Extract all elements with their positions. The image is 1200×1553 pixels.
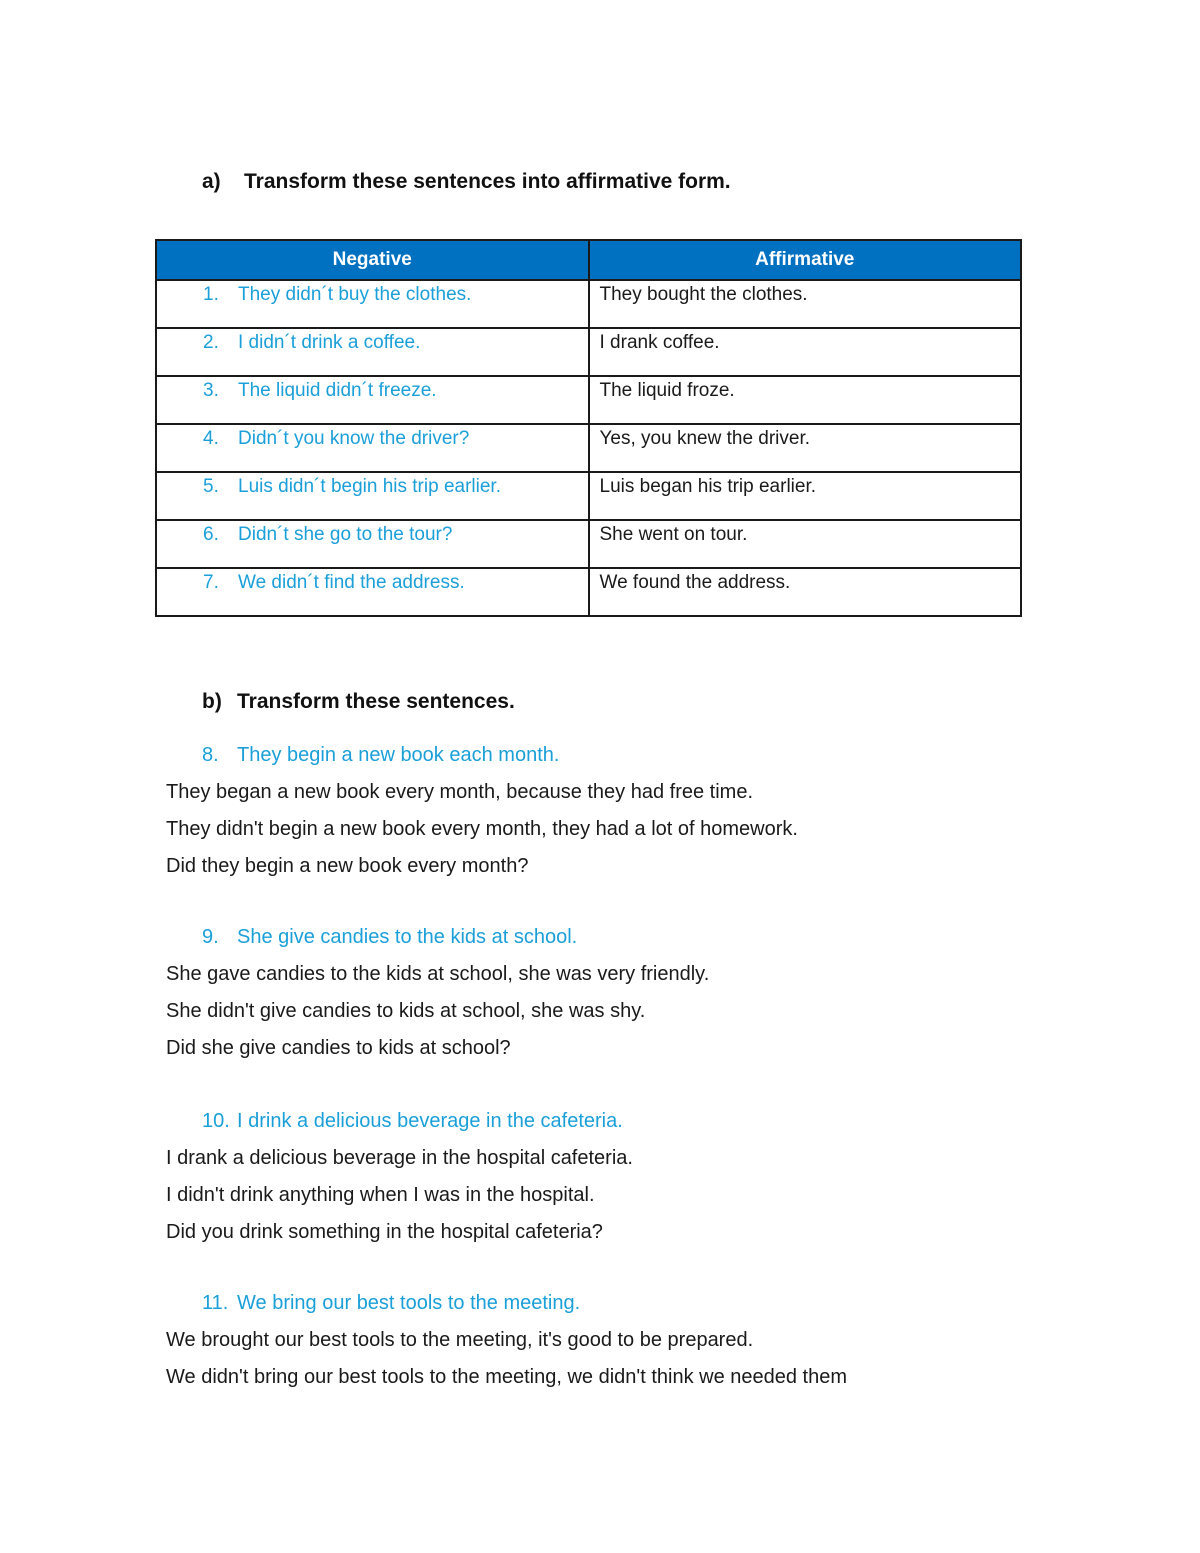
table-header-row [156,240,1021,280]
row-number: 6. [203,524,219,545]
row-number: 5. [203,476,219,497]
affirmative-cell: They bought the clothes. [589,280,1022,328]
exercise-prompt [202,1292,580,1315]
answer-line: She didn't give candies to kids at school, she was shy. [166,1000,646,1022]
answer-line: Did she give candies to kids at school? [166,1037,511,1059]
negative-cell [156,280,589,328]
table-row [156,280,1021,328]
negative-cell [156,520,589,568]
prompt-number: 11. [202,1292,229,1314]
negative-cell [156,424,589,472]
row-number: 3. [203,380,219,401]
affirmative-cell: Yes, you knew the driver. [589,424,1022,472]
negative-cell [156,328,589,376]
answer-line: They began a new book every month, because they had free time. [166,781,754,803]
affirmative-cell: Luis began his trip earlier. [589,472,1022,520]
header-negative: Negative [156,240,589,280]
exercise-prompt [202,926,577,949]
prompt-number: 10. [202,1110,230,1132]
table-row [156,328,1021,376]
answer-line: They didn't begin a new book every month, they had a lot of homework. [166,818,798,840]
negative-cell [156,472,589,520]
prompt-text: We bring our best tools to the meeting. [237,1292,581,1314]
exercise-prompt [202,744,559,767]
answer-line: We brought our best tools to the meeting, it's good to be prepared. [166,1329,754,1351]
answer-line: Did they begin a new book every month? [166,855,529,877]
negative-sentence: Didn´t you know the driver? [238,428,470,449]
row-number: 4. [203,428,219,449]
negative-sentence: They didn´t buy the clothes. [238,284,472,305]
negative-cell [156,568,589,616]
negative-sentence: I didn´t drink a coffee. [238,332,421,353]
prompt-number: 9. [202,926,219,948]
answer-line: I drank a delicious beverage in the hospital cafeteria. [166,1147,633,1169]
affirmative-cell: She went on tour. [589,520,1022,568]
header-affirmative: Affirmative [589,240,1022,280]
negative-sentence: We didn´t find the address. [238,572,465,593]
prompt-number: 8. [202,744,219,766]
negative-sentence: Luis didn´t begin his trip earlier. [238,476,501,497]
section-a-title: Transform these sentences into affirmative form. [244,170,731,193]
affirmative-cell: We found the address. [589,568,1022,616]
prompt-text: They begin a new book each month. [237,744,560,766]
section-b-letter: b) [202,690,222,713]
exercise-prompt [202,1110,623,1133]
table-row [156,568,1021,616]
answer-line: We didn't bring our best tools to the meeting, we didn't think we needed them [166,1366,848,1388]
answer-line: Did you drink something in the hospital cafeteria? [166,1221,603,1243]
negative-affirmative-table [155,239,1022,617]
row-number: 7. [203,572,219,593]
table-row [156,520,1021,568]
row-number: 1. [203,284,219,305]
negative-sentence: The liquid didn´t freeze. [238,380,437,401]
negative-sentence: Didn´t she go to the tour? [238,524,453,545]
table-row [156,424,1021,472]
section-a-heading [202,170,731,194]
affirmative-cell: The liquid froze. [589,376,1022,424]
section-b-heading [202,690,515,714]
row-number: 2. [203,332,219,353]
negative-cell [156,376,589,424]
table-row [156,376,1021,424]
answer-line: I didn't drink anything when I was in the hospital. [166,1184,595,1206]
prompt-text: She give candies to the kids at school. [237,926,578,948]
affirmative-cell: I drank coffee. [589,328,1022,376]
section-a-letter: a) [202,170,221,193]
section-b-title: Transform these sentences. [237,690,515,713]
answer-line: She gave candies to the kids at school, she was very friendly. [166,963,710,985]
table-row [156,472,1021,520]
prompt-text: I drink a delicious beverage in the cafeteria. [237,1110,623,1132]
